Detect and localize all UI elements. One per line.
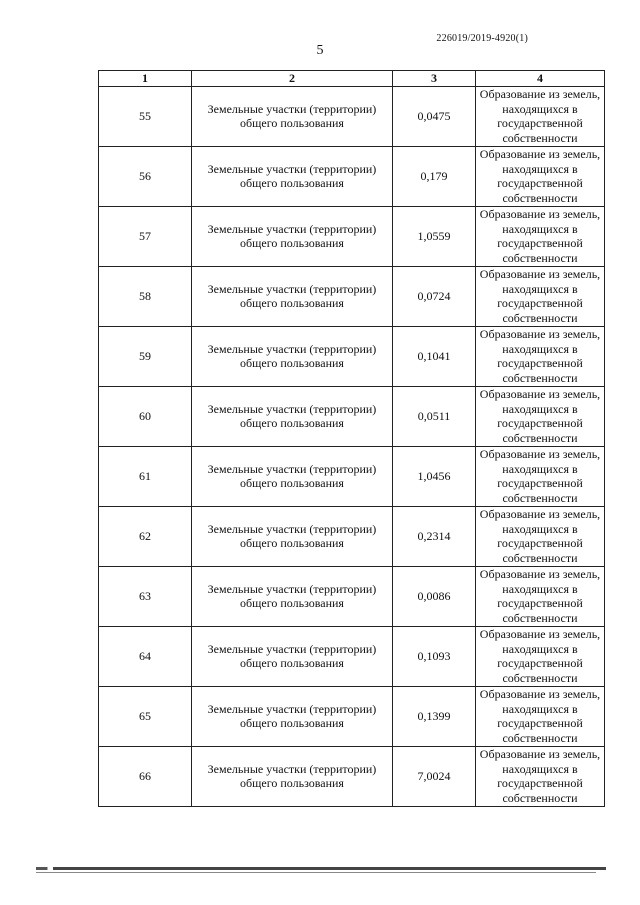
table-row bbox=[99, 746, 605, 806]
row-number: 62 bbox=[99, 506, 192, 566]
plot-area: 0,0086 bbox=[393, 566, 476, 626]
table-row bbox=[99, 386, 605, 446]
plot-area: 7,0024 bbox=[393, 746, 476, 806]
document-number: 226019/2019-4920(1) bbox=[436, 33, 528, 44]
row-number: 59 bbox=[99, 326, 192, 386]
table-row bbox=[99, 686, 605, 746]
plot-name: Земельные участки (территории) общего пользования bbox=[192, 266, 393, 326]
plot-area: 0,1399 bbox=[393, 686, 476, 746]
formation-basis: Образование из земель, находящихся в государственной собственности bbox=[476, 266, 605, 326]
formation-basis: Образование из земель, находящихся в государственной собственности bbox=[476, 386, 605, 446]
plot-name: Земельные участки (территории) общего пользования bbox=[192, 86, 393, 146]
formation-basis: Образование из земель, находящихся в государственной собственности bbox=[476, 146, 605, 206]
table-row bbox=[99, 446, 605, 506]
row-number: 63 bbox=[99, 566, 192, 626]
plot-name: Земельные участки (территории) общего пользования bbox=[192, 626, 393, 686]
formation-basis: Образование из земель, находящихся в государственной собственности bbox=[476, 446, 605, 506]
column-header-4: 4 bbox=[476, 71, 605, 87]
plot-area: 1,0559 bbox=[393, 206, 476, 266]
table-body bbox=[99, 86, 605, 806]
formation-basis: Образование из земель, находящихся в государственной собственности bbox=[476, 206, 605, 266]
row-number: 64 bbox=[99, 626, 192, 686]
table-row bbox=[99, 266, 605, 326]
table-row bbox=[99, 86, 605, 146]
plot-name: Земельные участки (территории) общего пользования bbox=[192, 386, 393, 446]
column-header-3: 3 bbox=[393, 71, 476, 87]
formation-basis: Образование из земель, находящихся в государственной собственности bbox=[476, 506, 605, 566]
formation-basis: Образование из земель, находящихся в государственной собственности bbox=[476, 326, 605, 386]
scan-bottom-rule-thin bbox=[36, 872, 596, 873]
land-plots-table-container bbox=[98, 70, 605, 807]
plot-area: 0,0511 bbox=[393, 386, 476, 446]
plot-area: 0,1093 bbox=[393, 626, 476, 686]
scan-bottom-rule bbox=[36, 867, 606, 870]
table-row bbox=[99, 146, 605, 206]
formation-basis: Образование из земель, находящихся в государственной собственности bbox=[476, 566, 605, 626]
plot-area: 0,1041 bbox=[393, 326, 476, 386]
page-number: 5 bbox=[316, 43, 324, 58]
row-number: 58 bbox=[99, 266, 192, 326]
formation-basis: Образование из земель, находящихся в государственной собственности bbox=[476, 746, 605, 806]
plot-name: Земельные участки (территории) общего пользования bbox=[192, 446, 393, 506]
land-plots-table bbox=[98, 70, 605, 807]
row-number: 55 bbox=[99, 86, 192, 146]
row-number: 65 bbox=[99, 686, 192, 746]
formation-basis: Образование из земель, находящихся в государственной собственности bbox=[476, 626, 605, 686]
plot-name: Земельные участки (территории) общего пользования bbox=[192, 686, 393, 746]
plot-area: 0,0724 bbox=[393, 266, 476, 326]
formation-basis: Образование из земель, находящихся в государственной собственности bbox=[476, 686, 605, 746]
plot-area: 0,2314 bbox=[393, 506, 476, 566]
plot-name: Земельные участки (территории) общего пользования bbox=[192, 746, 393, 806]
plot-name: Земельные участки (территории) общего пользования bbox=[192, 146, 393, 206]
table-row bbox=[99, 206, 605, 266]
plot-area: 0,179 bbox=[393, 146, 476, 206]
table-header-row bbox=[99, 71, 605, 87]
row-number: 61 bbox=[99, 446, 192, 506]
column-header-1: 1 bbox=[99, 71, 192, 87]
formation-basis: Образование из земель, находящихся в государственной собственности bbox=[476, 86, 605, 146]
column-header-2: 2 bbox=[192, 71, 393, 87]
plot-name: Земельные участки (территории) общего пользования bbox=[192, 566, 393, 626]
plot-name: Земельные участки (территории) общего пользования bbox=[192, 326, 393, 386]
plot-area: 0,0475 bbox=[393, 86, 476, 146]
plot-area: 1,0456 bbox=[393, 446, 476, 506]
row-number: 57 bbox=[99, 206, 192, 266]
row-number: 66 bbox=[99, 746, 192, 806]
plot-name: Земельные участки (территории) общего пользования bbox=[192, 506, 393, 566]
plot-name: Земельные участки (территории) общего пользования bbox=[192, 206, 393, 266]
row-number: 56 bbox=[99, 146, 192, 206]
table-row bbox=[99, 506, 605, 566]
table-row bbox=[99, 566, 605, 626]
table-row bbox=[99, 626, 605, 686]
table-row bbox=[99, 326, 605, 386]
row-number: 60 bbox=[99, 386, 192, 446]
